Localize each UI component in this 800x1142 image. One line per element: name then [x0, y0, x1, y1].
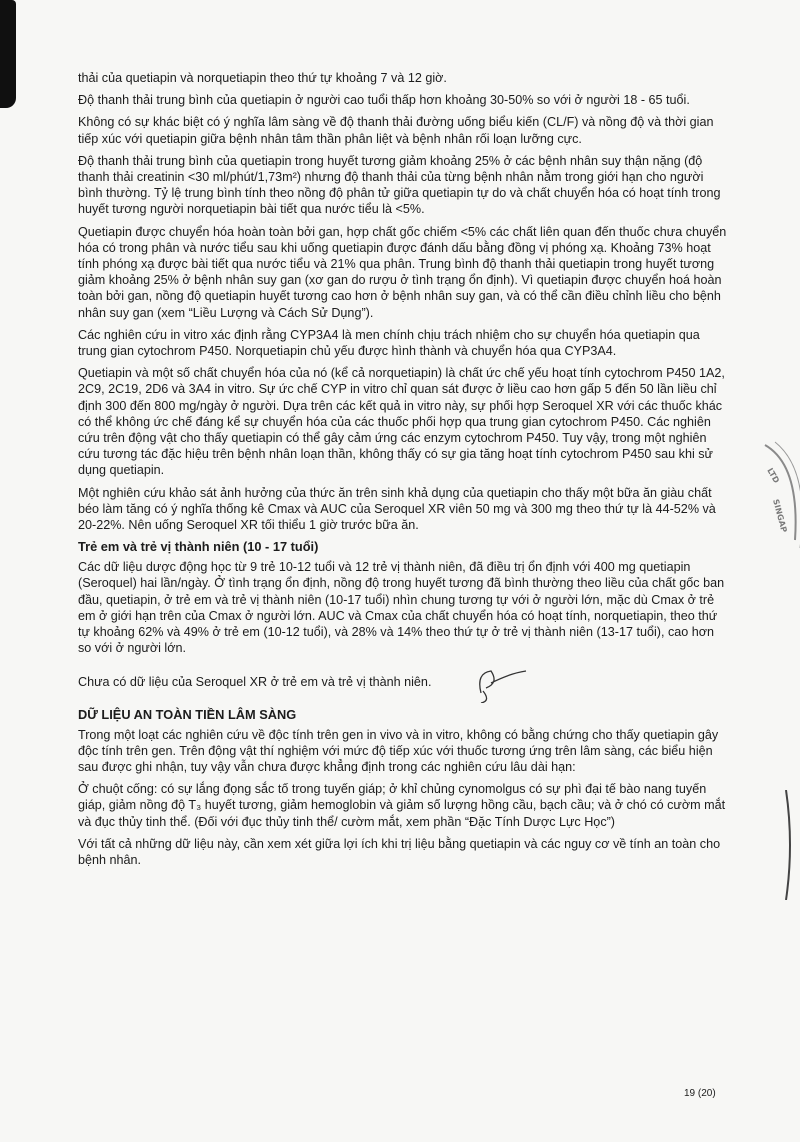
document-page: [78, 70, 728, 874]
paragraph: Quetiapin được chuyển hóa hoàn toàn bởi gan, hợp chất gốc chiếm <5% các chất liên quan đến thuốc chưa chuyển hóa có trong phân và nước tiểu sau khi uống quetiapin được đánh dấu bằng đồng vị phóng xạ. Khoảng 73% hoạt tính phóng xạ được bài tiết qua nước tiểu và 21% qua phân. Trung bình độ thanh thải quetiapin trong huyết tương giảm khoảng 25% ở bệnh nhân suy gan (xơ gan do rượu ở tình trạng ổn định). Vì quetiapin được chuyển hoá hoàn toàn bởi gan, nồng độ quetiapin huyết tương cao hơn ở bệnh nhân suy gan, và có thể cần điều chỉnh liều cho bệnh nhân suy gan (xem “Liều Lượng và Cách Sử Dụng”).: [78, 224, 727, 320]
company-stamp: [745, 440, 800, 550]
paragraph: Quetiapin và một số chất chuyển hóa của nó (kể cả norquetiapin) là chất ức chế yếu hoạt tính cytochrom P450 1A2, 2C9, 2C19, 2D6 và 3A4 in vitro. Sự ức chế CYP in vitro chỉ quan sát được ở liều cao hơn gấp 5 đến 50 lần liều chỉ định 300 đến 800 mg/ngày ở người. Dựa trên các kết quả in vitro này, sự phối hợp Seroquel XR với các thuốc khác có thể không ức chế đáng kể sự chuyển hóa của các thuốc phối hợp qua trung gian cytochrom P450. Các nghiên cứu trên động vật cho thấy quetiapin có thể gây cảm ứng các enzym cytochrom P450. Tuy vậy, trong một nghiên cứu tương tác đặc hiệu trên bệnh nhân loạn thần, không thấy có sự gia tăng hoạt tính cytochrom P450 sau khi sử dụng quetiapin.: [78, 366, 725, 478]
section-heading-safety: DỮ LIỆU AN TOÀN TIỀN LÂM SÀNG: [78, 706, 297, 722]
paragraph: Chưa có dữ liệu của Seroquel XR ở trẻ em và trẻ vị thành niên.: [78, 675, 432, 690]
paragraph: Với tất cả những dữ liệu này, cần xem xét giữa lợi ích khi trị liệu bằng quetiapin và các nguy cơ về tính an toàn cho bệnh nhân.: [78, 836, 721, 867]
paragraph: Độ thanh thải trung bình của quetiapin ở người cao tuổi thấp hơn khoảng 30-50% so với ở người 18 - 65 tuổi.: [78, 93, 690, 108]
paragraph: thải của quetiapin và norquetiapin theo thứ tự khoảng 7 và 12 giờ.: [78, 71, 447, 85]
paragraph: Các dữ liệu dược động học từ 9 trẻ 10-12 tuổi và 12 trẻ vị thành niên, đã điều trị ổn định với 400 mg quetiapin (Seroquel) hai lần/ngày. Ở tình trạng ổn định, nồng độ trong huyết tương đã bình thường theo liều của chất gốc ban đầu, quetiapin, ở trẻ em và trẻ vị thành niên (10-17 tuổi) nhìn chung tương tự với ở người lớn, mặc dù Cmax ở trẻ em ở giới hạn trên của Cmax ở người lớn. AUC và Cmax của chất chuyển hóa có hoạt tính, norquetiapin, theo thứ tự khoảng 62% và 49% ở trẻ em (10-12 tuổi), và 28% và 14% theo thứ tự ở trẻ vị thành niên (13-17 tuổi), cao hơn so với ở người lớn.: [78, 560, 725, 656]
paragraph: Độ thanh thải trung bình của quetiapin trong huyết tương giảm khoảng 25% ở các bệnh nhân suy thận nặng (độ thanh thải creatinin <30 ml/phút/1,73m²) nhưng độ thanh thải của từng bệnh nhân nằm trong giới hạn cho người bình thường. Tỷ lệ trung bình tính theo nồng độ phân tử giữa quetiapin tự do và chất chuyển hóa có hoạt tính trong huyết tương người norquetiapin bài tiết qua nước tiểu là <5%.: [78, 153, 721, 217]
svg-text:SINGAP: SINGAP: [771, 498, 789, 534]
scan-artifact: [0, 0, 16, 108]
paragraph: Các nghiên cứu in vitro xác định rằng CYP3A4 là men chính chịu trách nhiệm cho sự chuyển hóa quetiapin qua trung gian cytochrom P450. Norquetiapin chủ yếu được hình thành và chuyển hóa qua CYP3A4.: [78, 327, 700, 359]
pediatric-note-row: [78, 663, 728, 703]
page-number: 19 (20): [684, 1088, 716, 1099]
svg-text:LTD: LTD: [765, 466, 781, 485]
paragraph: Một nghiên cứu khảo sát ảnh hưởng của thức ăn trên sinh khả dụng của quetiapin cho thấy một bữa ăn giàu chất béo làm tăng có ý nghĩa thống kê Cmax và AUC của Seroquel XR viên 50 mg và 300 mg theo thứ tự là 44-52% và 20-22%. Nên uống Seroquel XR tối thiểu 1 giờ trước bữa ăn.: [78, 485, 716, 533]
paragraph: Không có sự khác biệt có ý nghĩa lâm sàng về độ thanh thải đường uống biểu kiến (CL/F) và nồng độ và thời gian tiếp xúc với quetiapin giữa bệnh nhân tâm thần phân liệt và bệnh nhân rối loạn lưỡng cực.: [78, 115, 714, 146]
section-heading-pediatric: Trẻ em và trẻ vị thành niên (10 - 17 tuổi): [78, 539, 319, 555]
paragraph: Ở chuột cống: có sự lắng đọng sắc tố trong tuyến giáp; ở khỉ chủng cynomolgus có sự phì đại tế bào nang tuyến giáp, giảm nồng độ T₃ huyết tương, giảm hemoglobin và giảm số lượng hồng cầu, bạch cầu; và ở chó có cườm mắt và đục thủy tinh thể. (Đối với đục thủy tinh thể/ cườm mắt, xem phần “Đặc Tính Dược Lực Học”): [78, 782, 726, 829]
handwritten-initial: [471, 663, 531, 703]
scan-edge-mark: [784, 790, 794, 900]
paragraph: Trong một loạt các nghiên cứu về độc tính trên gen in vivo và in vitro, không có bằng chứng cho thấy quetiapin gây độc tính trên gen. Trên động vật thí nghiệm với mức độ tiếp xúc với thuốc tương ứng trên lâm sàng, các biểu hiện sau được ghi nhận, tuy vậy vẫn chưa được khẳng định trong các nghiên cứu lâu dài hạn:: [78, 727, 719, 774]
